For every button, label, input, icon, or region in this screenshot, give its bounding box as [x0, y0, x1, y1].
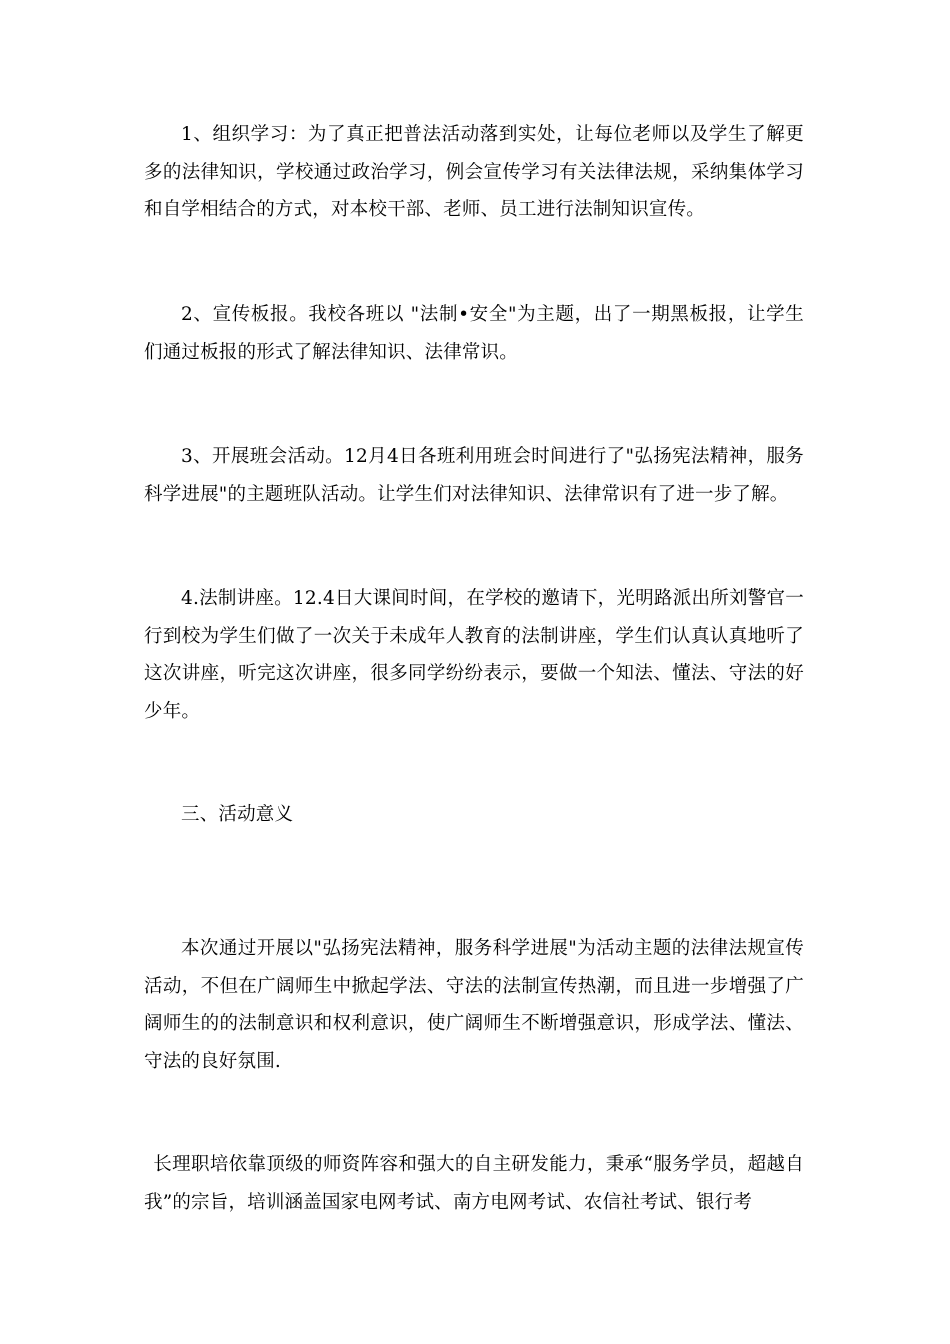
paragraph-blackboard: 2、宣传板报。我校各班以 "法制•安全"为主题，出了一期黑板报，让学生们通过板报的形式了解法律知识、法律常识。 — [144, 304, 804, 363]
paragraph-class-meeting: 3、开展班会活动。12月4日各班利用班会时间进行了"弘扬宪法精神，服务科学进展"的主题班队活动。让学生们对法律知识、法律常识有了进一步了解。 — [144, 446, 804, 505]
section-heading: 三、活动意义 — [181, 804, 294, 825]
paragraph-significance: 本次通过开展以"弘扬宪法精神，服务科学进展"为活动主题的法律法规宣传活动，不但在广阔师生中掀起学法、守法的法制宣传热潮，而且进一步增强了广阔师生的的法制意识和权利意识，使广阔师生不断增强意识，形成学法、懂法、守法的良好氛围. — [144, 938, 804, 1072]
paragraph-organize-study: 1、组织学习：为了真正把普法活动落到实处，让每位老师以及学生了解更多的法律知识，学校通过政治学习，例会宣传学习有关法律法规，采纳集体学习和自学相结合的方式，对本校干部、老师、员工进行法制知识宣传。 — [144, 124, 804, 220]
paragraph-footer-promo: 长理职培依靠顶级的师资阵容和强大的自主研发能力，秉承“服务学员，超越自我”的宗旨，培训涵盖国家电网考试、南方电网考试、农信社考试、银行考 — [144, 1154, 804, 1213]
paragraph-law-lecture: 4.法制讲座。12.4日大课间时间，在学校的邀请下，光明路派出所刘警官一行到校为学生们做了一次关于未成年人教育的法制讲座，学生们认真认真地听了这次讲座，听完这次讲座，很多同学纷纷表示，要做一个知法、懂法、守法的好少年。 — [144, 588, 804, 722]
